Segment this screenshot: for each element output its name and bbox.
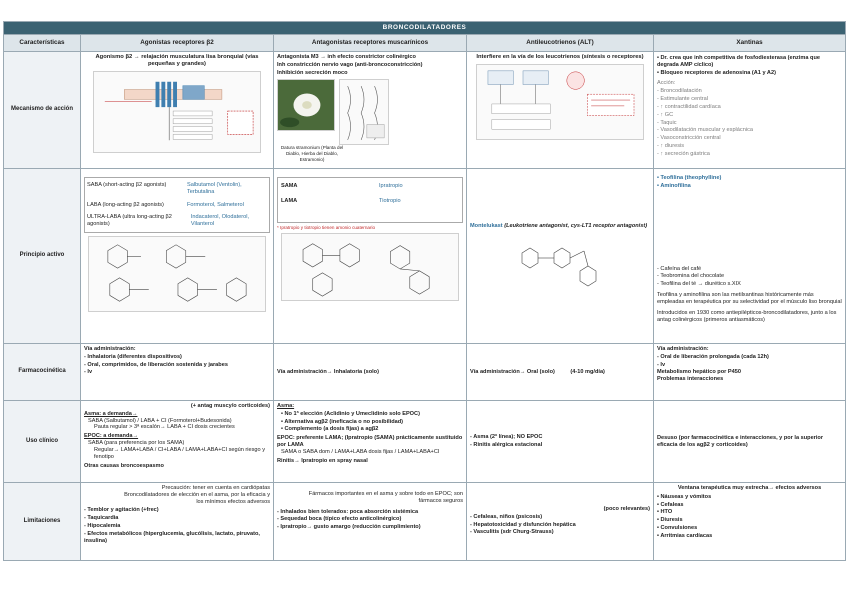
xant-via-item: - Iv	[657, 361, 666, 368]
cell-mecanismo-beta	[81, 52, 274, 169]
alt-uso-item: - Rinitis alérgica estacional	[470, 442, 543, 448]
row-mecanismo	[4, 52, 846, 169]
cell-mecanismo-musc	[274, 52, 467, 169]
beta-limit-note-1: Precaución: tener en cuenta en cardiópatas	[161, 485, 270, 491]
datura-flower-photo	[277, 79, 335, 131]
musc-limit-item: - Ipratropio→ gusto amargo (reducción cumplimiento)	[277, 524, 421, 531]
xant-accion-item: - ↑ secreción gástrica	[657, 150, 710, 157]
xant-limit-item: • Náuseas y vómitos	[657, 493, 712, 500]
cell-uso-beta	[81, 401, 274, 483]
xant-limit-item: • Arritmias cardíacas	[657, 532, 713, 539]
sheet-title: BRONCODILATADORES	[4, 22, 846, 35]
header-agonistas-beta2: Agonistas receptores β2	[81, 35, 274, 52]
alt-limit-item: - Cefaleas, niños (psicosis)	[470, 513, 543, 520]
lama-label: LAMA	[281, 197, 298, 204]
cell-uso-musc	[274, 401, 467, 483]
cell-limit-alt	[467, 483, 654, 561]
alt-limit-note: (poco relevantes)	[603, 505, 650, 512]
xant-mechanism-item: • Bloqueo receptores de adenosina (A1 y A2)	[657, 69, 776, 76]
beta-via-label: Vía administración:	[84, 346, 136, 352]
row-limit	[4, 483, 846, 561]
xant-drug: • Aminofilina	[657, 182, 691, 189]
xant-limit-item: • Cefaleas	[657, 501, 684, 508]
beta-uso-asma-sub: Pauta regular > 3ª escalón→ LABA + CI dosis crecientes	[94, 424, 235, 431]
xant-limit-item: • Convulsiones	[657, 525, 698, 532]
xant-accion-label: Acción:	[657, 80, 676, 87]
header-caracteristicas: Características	[4, 35, 81, 52]
row-label-limit: Limitaciones	[4, 483, 81, 561]
laba-label: LABA (long-acting β2 agonists)	[87, 201, 164, 208]
row-uso	[4, 401, 846, 483]
alt-uso-item: - Asma (2ª línea); NO EPOC	[470, 434, 543, 441]
saba-label: SABA (short-acting β2 agonists)	[87, 182, 167, 188]
beta-uso-epoc-detail: SABA (para preferencia por los SAMA)	[88, 440, 185, 447]
row-label-farmaco: Farmacocinética	[4, 344, 81, 401]
cell-limit-beta	[81, 483, 274, 561]
cell-principio-alt	[467, 169, 654, 344]
laba-row	[87, 202, 267, 209]
ultra-laba-drugs: Indacaterol, Olodaterol, Vilanterol	[190, 214, 250, 228]
montelukast-structure	[512, 233, 608, 289]
xant-accion-item: - Estimulante central	[657, 96, 708, 103]
xant-via-label: Vía administración:	[657, 346, 709, 352]
xant-source: - Teobromina del chocolate	[657, 273, 725, 280]
musc-drug-box	[277, 177, 463, 223]
alt-limit-item: - Vasculitis (sdr Churg-Strauss)	[470, 529, 554, 536]
musc-uso-epoc-sub: SAMA o SABA dom / LAMA+LABA dosis fijas / LAMA+LABA+CI	[281, 448, 440, 455]
beta-drug-box	[84, 177, 270, 233]
header-antagonistas-muscarinicos: Antagonistas receptores muscarínicos	[274, 35, 467, 52]
cell-mecanismo-alt	[467, 52, 654, 169]
beta-via-item: - Iv	[84, 369, 93, 376]
xant-drug: • Teofilina (theophylline)	[657, 175, 722, 181]
alt-dose: (4-10 mg/día)	[570, 368, 605, 375]
xant-accion-item: - Vasodilatación muscular y esplácnica	[657, 127, 753, 134]
header-xantinas: Xantinas	[654, 35, 846, 52]
musc-mechanism-item: Inhibición secreción moco	[277, 69, 348, 76]
musc-limit-item: - Inhalados bien tolerados: poca absorción sistémica	[277, 508, 419, 515]
alt-limit-item: - Hepatotoxicidad y disfunción hepática	[470, 521, 576, 528]
sama-drug: Ipratropio	[379, 183, 403, 189]
cell-limit-musc	[274, 483, 467, 561]
xant-via-item: - Oral de liberación prolongada (cada 12h)	[657, 353, 769, 360]
cell-uso-alt	[467, 401, 654, 483]
beta-uso-asma-detail: SABA (Salbutamol) / LABA + CI (Formoterol+Budesonida)	[88, 417, 232, 424]
leukotriene-pathway-diagram	[476, 64, 644, 140]
alt-drug-desc: (Leukotriene antagonist, cys-LT1 receptor antagonist)	[504, 223, 648, 230]
cell-farmaco-beta	[81, 344, 274, 401]
cell-mecanismo-xant	[654, 52, 846, 169]
row-label-mecanismo: Mecanismo de acción	[4, 52, 81, 169]
row-farmaco	[4, 344, 846, 401]
xant-problems: Problemas interacciones	[657, 376, 724, 383]
musc-uso-item: • Alternativa agβ2 (ineficacia o no posibilidad)	[281, 418, 404, 425]
beta-limit-item: - Efectos metabólicos (hiperglucemia, glucólisis, lactato, piruvato, insulina)	[84, 530, 260, 544]
cell-farmaco-musc: Vía administración→ Inhalatoria (solo)	[274, 344, 467, 401]
xant-accion-item: - ↑ GC	[657, 111, 674, 118]
musc-uso-item: • Complemento (a dosis fijas) a agβ2	[281, 426, 379, 433]
lama-drug: Tiotropio	[379, 197, 401, 204]
musc-uso-item: • No 1ª elección (Aclidinio y Umeclidinio solo EPOC)	[281, 410, 420, 417]
xant-source: - Cafeína del café	[657, 265, 702, 272]
beta-limit-item: - Temblor y agitación (+frec)	[84, 507, 159, 514]
summary-table	[3, 21, 846, 561]
ultra-laba-label: ULTRA-LABA (ultra long-acting β2 agonists)	[87, 214, 172, 228]
musc-uso-rinitis: Rinitis→ Ipratropio en spray nasal	[277, 457, 368, 464]
musc-limit-item: - Sequedad boca (típico efecto anticolinérgico)	[277, 516, 402, 523]
xant-source: - Teofilina del té → diurético s.XIX	[657, 281, 741, 288]
cell-principio-xant	[654, 169, 846, 344]
cell-farmaco-alt	[467, 344, 654, 401]
cell-farmaco-xant	[654, 344, 846, 401]
montelukast-line	[470, 223, 650, 230]
laba-drugs: Formoterol, Salmeterol	[187, 201, 244, 208]
musc-mechanism-item: Inh constricción nervio vago (anti-broncoconstricción)	[277, 61, 423, 68]
xant-accion-item: - Broncodilatación	[657, 88, 702, 95]
xant-limit-item: • HTO	[657, 509, 673, 516]
row-label-principio: Principio activo	[4, 169, 81, 344]
datura-caption: Datura stramonium (Planta del Diablo, Hierba del Diablo, Estramonio)	[280, 145, 344, 162]
beta-mechanism-title: Agonismo β2 → relajación musculatura lisa bronquial (vías pequeñas y grandes)	[95, 54, 259, 68]
beta-uso-note: (+ antag muscy/o corticoides)	[190, 403, 270, 409]
beta-uso-epoc-sub: Regular→ LAMA+LABA / CI+LABA / LAMA+LABA+CI según riesgo y fenotipo	[94, 446, 266, 460]
beta-via-item: - Inhalatoria (diferentes dispositivos)	[84, 353, 182, 360]
cell-principio-musc	[274, 169, 467, 344]
beta-limit-item: - Taquicardia	[84, 515, 119, 522]
row-label-uso: Uso clínico	[4, 401, 81, 483]
alt-drug-name: Montelukast	[470, 223, 503, 230]
xant-accion-item: - Taquic	[657, 119, 677, 126]
broncodilatadores-sheet	[3, 21, 845, 561]
alt-via: Vía administración→ Oral (solo)	[470, 368, 555, 375]
musc-uso-asma: Asma:	[277, 403, 295, 409]
alt-mechanism-title: Interfiere en la vía de los leucotrienos (síntesis o receptores)	[476, 54, 644, 60]
xant-limit-note: Ventana terapéutica muy estrecha→ efectos adversos	[677, 485, 822, 491]
row-principio	[4, 169, 846, 344]
saba-drugs: Salbutamol (Ventolin), Terbutalina	[187, 182, 242, 195]
xant-accion-list	[657, 88, 842, 157]
beta-limit-item: - Hipocalemia	[84, 523, 121, 530]
beta-uso-otras: Otras causas broncoespasmo	[84, 462, 164, 469]
sama-row	[281, 183, 459, 190]
sama-label: SAMA	[281, 183, 298, 189]
beta-uso-asma: Asma: a demanda→	[84, 410, 138, 417]
beta-limit-note-2: Broncodilatadores de elección en el asma, por la eficacia y los mínimos efectos adversos	[124, 491, 270, 505]
xant-accion-item: - ↑ contractilidad cardíaca	[657, 103, 721, 110]
cell-uso-xant: Desuso (por farmacocinética e interacciones, y por la superior eficacia de los agβ2 y corticoides)	[654, 401, 846, 483]
ultra-laba-row	[87, 214, 267, 228]
cell-limit-xant	[654, 483, 846, 561]
musc-quaternary-note: * Ipratropio y tiotropio tienen amonio cuaternario	[277, 224, 376, 230]
saba-row	[87, 182, 267, 196]
beta2-agonist-structures	[88, 236, 266, 312]
xant-metabolism: Metabolismo hepático por P450	[657, 369, 741, 376]
xant-mechanism-item: • Dr. crea que inh competitiva de fosfodiesterasa (enzima que degrada AMP cíclico)	[657, 55, 820, 68]
lama-row	[281, 198, 459, 205]
xant-history-note-2: Introducidos en 1930 como antiepilépticos-broncodilatadores, junto a los antag colinérgicos (primeros antiasmáticos)	[657, 309, 837, 323]
antimuscarinic-structures	[281, 233, 459, 301]
cell-principio-beta	[81, 169, 274, 344]
beta2-receptor-diagram	[93, 71, 261, 153]
xant-history-note-1: Teofilina y aminofilina son las metilxantinas históricamente más empleadas en terapéutica por su selectividad por el músculo liso bronquial	[657, 292, 842, 305]
xant-limit-item: • Diuresis	[657, 517, 683, 524]
xant-accion-item: - ↑ diuresis	[657, 142, 685, 149]
musc-mechanism-title: Antagonista M3 → inh efecto constrictor colinérgico	[277, 54, 416, 60]
header-antileucotrienos: Antileucotrienos (ALT)	[467, 35, 654, 52]
musc-limit-note: Fármacos importantes en el asma y sobre todo en EPOC; son fármacos seguros	[308, 491, 463, 504]
musc-uso-epoc: EPOC: preferente LAMA; (Ipratropio (SAMA) prácticamente sustituido por LAMA	[277, 435, 463, 449]
xant-accion-item: - Vasoconstricción central	[657, 135, 721, 142]
muscarinic-receptor-diagram	[339, 79, 389, 145]
beta-uso-epoc: EPOC: a demanda→	[84, 433, 139, 440]
beta-via-item: - Oral, comprimidos, de liberación sostenida y jarabes	[84, 361, 228, 368]
